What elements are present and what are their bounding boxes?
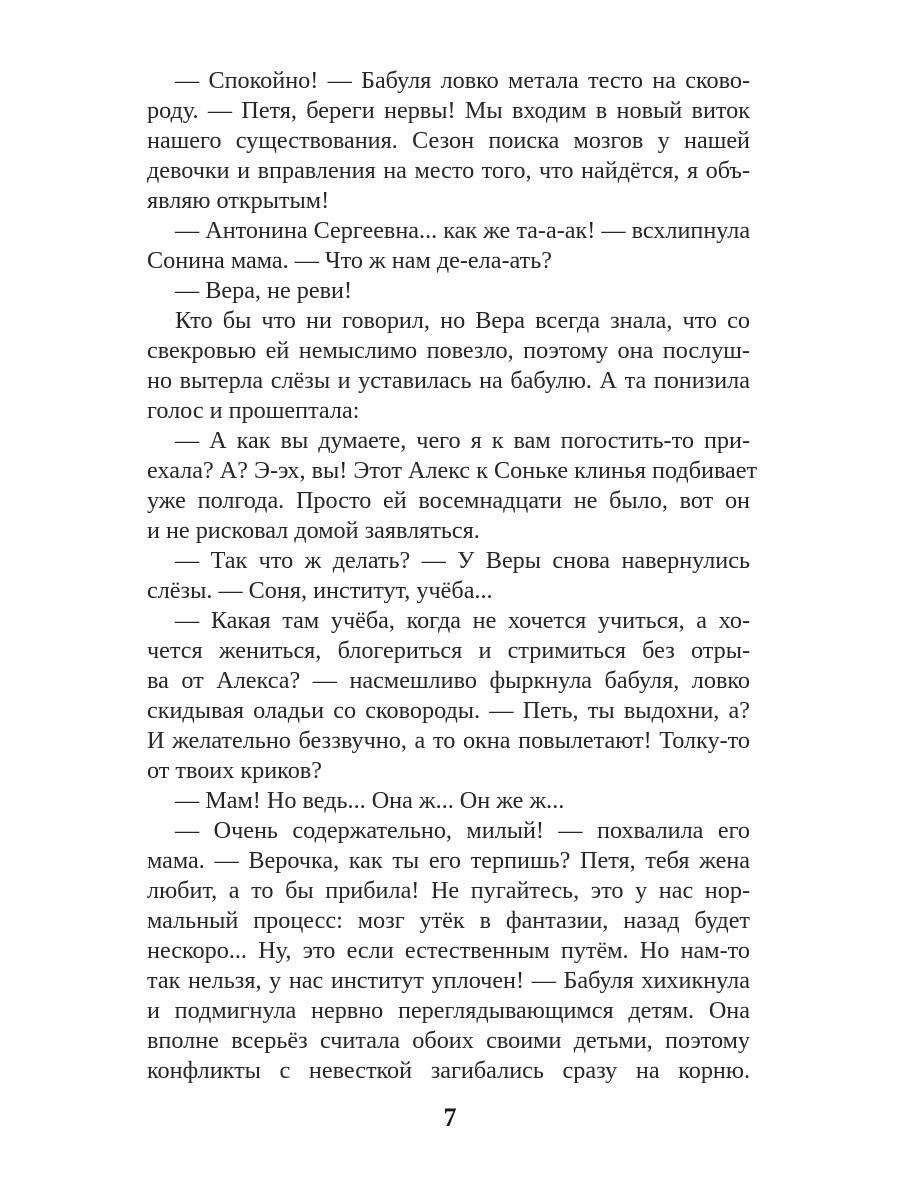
text-line: нашего существования. Сезон поиска мозгов у нашей <box>147 127 750 154</box>
text-line: но вытерла слёзы и уставилась на бабулю. А та понизила <box>147 367 750 394</box>
text-line: — Так что ж делать? — У Веры снова навернулись <box>175 547 750 574</box>
text-line: — Мам! Но ведь... Она ж... Он же ж... <box>175 787 565 814</box>
text-line: вполне всерьёз считала обоих своими детьми, поэтому <box>147 1027 750 1054</box>
text-line: конфликты с невесткой загибались сразу на корню. <box>147 1057 750 1084</box>
text-line: мама. — Верочка, как ты его терпишь? Петя, тебя жена <box>147 847 750 874</box>
text-line: мальный процесс: мозг утёк в фантазии, назад будет <box>147 907 750 934</box>
page-text-block <box>147 66 758 1086</box>
text-line: уже полгода. Просто ей восемнадцати не было, вот он <box>147 487 750 514</box>
text-line: И желательно беззвучно, а то окна повылетают! Толку-то <box>147 727 750 754</box>
text-line: голос и прошептала: <box>147 397 360 424</box>
text-line: ехала? А? Э-эх, вы! Этот Алекс к Соньке клинья подбивает <box>147 457 758 484</box>
text-line: — Очень содержательно, милый! — похвалила его <box>175 817 750 844</box>
text-line: — Антонина Сергеевна... как же та-а-ак! — всхлипнула <box>175 217 751 244</box>
page-number: 7 <box>443 1103 457 1132</box>
text-line: и подмигнула нервно переглядывающимся детям. Она <box>147 997 750 1024</box>
text-line: свекровью ей немыслимо повезло, поэтому она послуш- <box>147 337 750 364</box>
text-line: нескоро... Ну, это если естественным путём. Но нам-то <box>147 937 750 964</box>
text-line: — А как вы думаете, чего я к вам погостить-то при- <box>175 427 750 454</box>
text-line: — Спокойно! — Бабуля ловко метала тесто на сково- <box>175 67 750 94</box>
text-line: от твоих криков? <box>147 757 322 784</box>
text-line: девочки и вправления на место того, что найдётся, я объ- <box>147 157 750 184</box>
text-line: Сонина мама. — Что ж нам де-ела-ать? <box>147 247 552 274</box>
text-line: и не рисковал домой заявляться. <box>147 517 480 544</box>
text-line: скидывая оладьи со сковороды. — Петь, ты выдохни, а? <box>147 697 750 724</box>
text-line: любит, а то бы прибила! Не пугайтесь, это у нас нор- <box>147 877 750 904</box>
text-line: Кто бы что ни говорил, но Вера всегда знала, что со <box>175 307 750 334</box>
text-line: слёзы. — Соня, институт, учёба... <box>147 577 493 604</box>
text-line: так нельзя, у нас институт уплочен! — Бабуля хихикнула <box>147 967 750 994</box>
text-line: роду. — Петя, береги нервы! Мы входим в новый виток <box>147 97 750 124</box>
text-line: чется жениться, блогериться и стримиться без отры- <box>147 637 750 664</box>
text-line: ва от Алекса? — насмешливо фыркнула бабуля, ловко <box>147 667 750 694</box>
text-line: — Какая там учёба, когда не хочется учиться, а хо- <box>175 607 750 634</box>
text-line: являю открытым! <box>147 187 330 214</box>
text-line: — Вера, не реви! <box>175 277 353 304</box>
